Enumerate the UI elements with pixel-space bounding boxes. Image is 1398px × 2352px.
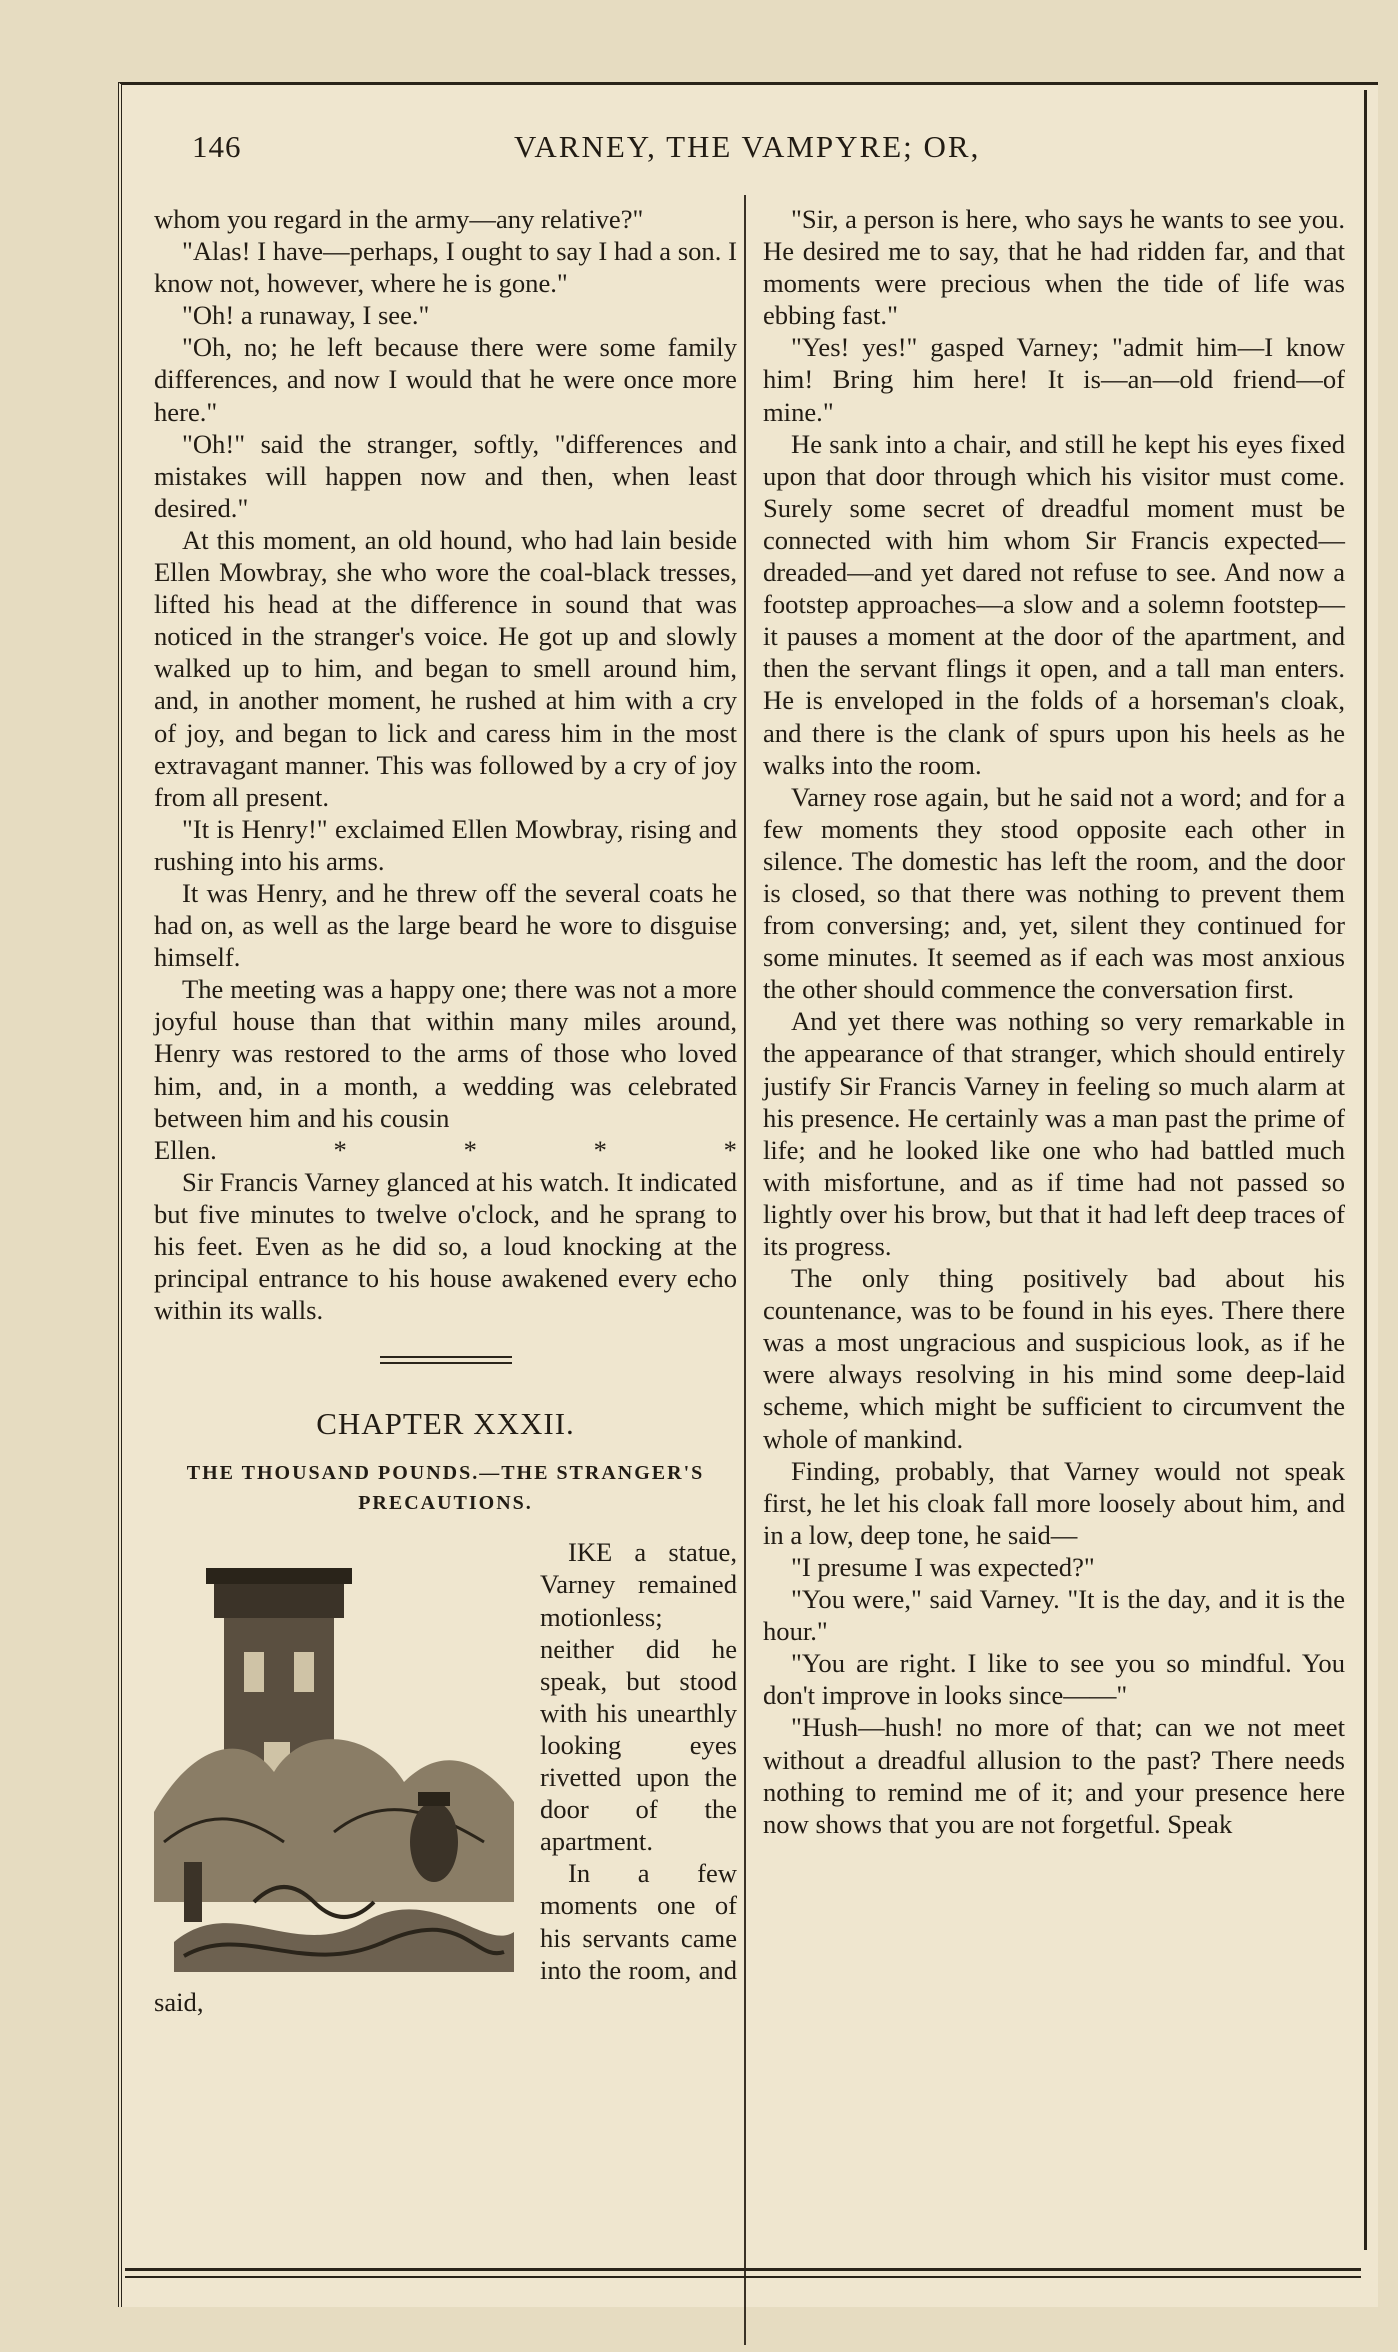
running-head (122, 129, 1378, 175)
paragraph: At this moment, an old hound, who had lain beside Ellen Mowbray, she who wore the coal-black tresses, lifted his head at the difference in sound that was noticed in the stranger's voice. He got up and slowly walked up to him, and began to smell around him, and, in another moment, he rushed at him with a cry of joy, and began to lick and caress him in the most extravagant manner. This was followed by a cry of joy from all present. (154, 524, 737, 812)
asterisk: * (463, 1134, 477, 1165)
section-break-line (154, 1134, 737, 1166)
paragraph: Varney rose again, but he said not a word; and for a few moments they stood opposite each other in silence. The domestic has left the room, and the door is closed, so that there was nothing to prevent them from conversing; and, yet, silent they continued for some minutes. It seemed as if each was most anxious the other should commence the conversation first. (763, 781, 1345, 1005)
chapter-title: CHAPTER XXXII. (316, 1406, 575, 1442)
chapter-opening (154, 1536, 737, 2017)
paragraph: "Oh!" said the stranger, softly, "differences and mistakes will happen now and then, when least desired." (154, 428, 737, 523)
paragraph: "Sir, a person is here, who says he wants to see you. He desired me to say, that he had ridden far, and that moments were precious when the tide of life was ebbing fast." (763, 204, 1345, 331)
paragraph: "I presume I was expected?" (791, 1551, 1095, 1582)
paragraph: And yet there was nothing so very remarkable in the appearance of that stranger, which should entirely justify Sir Francis Varney in feeling so much alarm at his presence. He certainly was a man past the prime of life; and he looked like one who had battled much with misfortune, and as if time had not passed so lightly over his brow, but that it had left deep traces of its progress. (763, 1006, 1345, 1261)
paragraph: "Oh! a runaway, I see." (182, 300, 430, 331)
engraved-initial-l-illustration (154, 1542, 530, 1978)
paragraph: The only thing positively bad about his countenance, was to be found in his eyes. There there was a most ungracious and suspicious look, as if he were always resolving in his mind some deep-laid scheme, which might be sufficient to circumvent the whole of mankind. (763, 1263, 1345, 1454)
paragraph: "Hush—hush! no more of that; can we not meet without a dreadful allusion to the past? There needs nothing to remind me of it; and your presence here now shows that you are not forgetful. Speak (763, 1712, 1345, 1839)
dropcap-body: a statue, Varney remained motionless; neither did he speak, but stood with his unearthly looking eyes rivetted upon the door of the apartment. (540, 1537, 737, 1857)
paragraph: "Oh, no; he left because there were some family differences, and now I would that he were once more here." (154, 332, 737, 427)
asterisk: * (333, 1134, 347, 1165)
chapter-subtitle: THE THOUSAND POUNDS.—THE STRANGER'S PRECAUTIONS. (186, 1462, 705, 1515)
right-column (763, 203, 1345, 1840)
page-border-bottom (125, 2268, 1361, 2278)
dropcap-initial-caps: IKE (568, 1537, 613, 1568)
asterisk: * (723, 1134, 737, 1165)
paragraph: whom you regard in the army—any relative?" (154, 204, 644, 234)
paragraph: Sir Francis Varney glanced at his watch. It indicated but five minutes to twelve o'clock, and he sprang to his feet. Even as he did so, a loud knocking at the principal entrance to his house awakened every echo within its walls. (154, 1166, 737, 1326)
paragraph: Finding, probably, that Varney would not speak first, he let his cloak fall more loosely about him, and in a low, deep tone, he said— (763, 1455, 1345, 1550)
book-page (118, 82, 1378, 2307)
page-number: 146 (192, 129, 242, 164)
paragraph: "You are right. I like to see you so mindful. You don't improve in looks since——" (763, 1648, 1345, 1711)
paragraph: He sank into a chair, and still he kept his eyes fixed upon that door through which his visitor must come. Surely some secret of dreadful moment must be connected with him whom Sir Francis expected—dreaded—and yet dared not refuse to see. And now a footstep approaches—a slow and a solemn footstep—it pauses a moment at the door of the apartment, and then the servant flings it open, and a tall man enters. He is enveloped in the folds of a horseman's cloak, and there is the clank of spurs upon his heels as he walks into the room. (763, 428, 1345, 780)
paragraph: "Yes! yes!" gasped Varney; "admit him—I know him! Bring him here! It is—an—old friend—of mine." (763, 332, 1345, 427)
paragraph: The meeting was a happy one; there was not a more joyful house than that within many miles around, Henry was restored to the arms of those who loved him, and, in a month, a wedding was celebrated between him and his cousin (154, 974, 737, 1133)
left-column (154, 203, 737, 2018)
paragraph: It was Henry, and he threw off the several coats he had on, as well as the large beard he wore to disguise himself. (154, 877, 737, 973)
paragraph: In a few moments one of his servants came into the room, and said, (154, 1858, 737, 2017)
paragraph: "Alas! I have—perhaps, I ought to say I had a son. I know not, however, where he is gone." (154, 236, 737, 299)
running-title: VARNEY, THE VAMPYRE; OR, (514, 129, 981, 164)
paragraph: "You were," said Varney. "It is the day, and it is the hour." (763, 1584, 1345, 1647)
asterisk: * (593, 1134, 607, 1165)
column-divider (744, 195, 746, 2345)
section-break-word: Ellen. (154, 1134, 217, 1165)
paragraph: "It is Henry!" exclaimed Ellen Mowbray, rising and rushing into his arms. (154, 813, 737, 876)
page-border-right (1364, 90, 1367, 2250)
chapter-rule (380, 1356, 512, 1364)
